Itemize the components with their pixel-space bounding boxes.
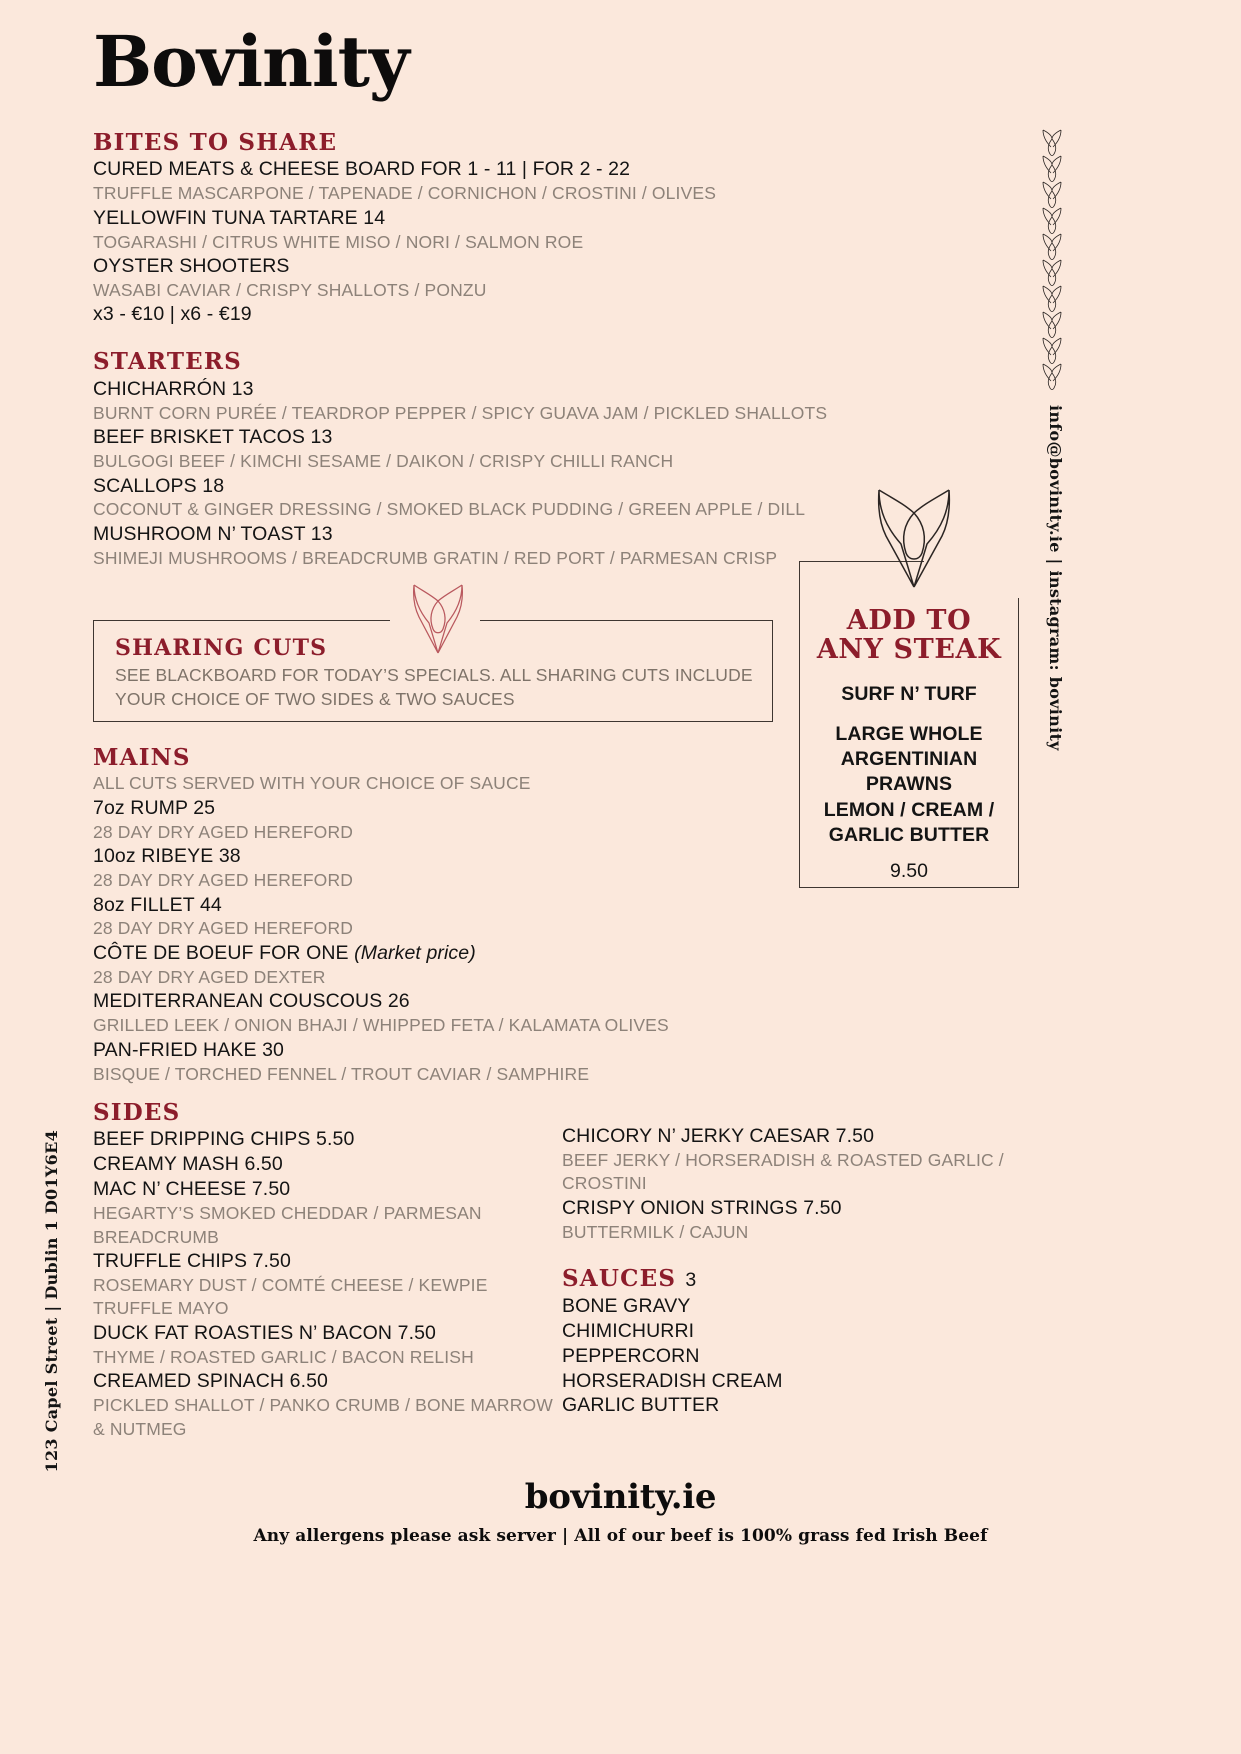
menu-item-desc: BISQUE / TORCHED FENNEL / TROUT CAVIAR / SAMPHIRE (93, 1063, 590, 1084)
menu-item-desc: THYME / ROASTED GARLIC / BACON RELISH (93, 1346, 474, 1367)
section-heading-mains: MAINS (93, 744, 191, 771)
mains-intro: ALL CUTS SERVED WITH YOUR CHOICE OF SAUCE (93, 773, 531, 794)
menu-item-desc: BUTTERMILK / CAJUN (562, 1221, 749, 1242)
page-footer (0, 1477, 1241, 1546)
menu-item-name: PAN-FRIED HAKE 30 (93, 1038, 284, 1061)
menu-item-name: DUCK FAT ROASTIES N’ BACON 7.50 (93, 1321, 436, 1344)
menu-item-desc: TOGARASHI / CITRUS WHITE MISO / NORI / SALMON ROE (93, 231, 584, 252)
add-to-steak-heading-line2: ANY STEAK (816, 634, 1002, 666)
menu-item-name: 10oz RIBEYE 38 (93, 845, 241, 868)
section-heading-bites: BITES TO SHARE (93, 129, 338, 156)
menu-item-name: CÔTE DE BOEUF FOR ONE (93, 941, 355, 964)
menu-item-name: CREAMED SPINACH 6.50 (93, 1370, 328, 1393)
bull-horn-icon (405, 583, 471, 661)
bull-horn-icon-large (866, 487, 962, 599)
add-to-steak-price: 9.50 (890, 860, 928, 883)
menu-item-name: MAC N’ CHEESE 7.50 (93, 1178, 291, 1201)
border-notch-right (1012, 558, 1020, 598)
contact-vertical-text: info@bovinity.ie | instagram: bovinity (1046, 405, 1065, 751)
menu-item-desc: SHIMEJI MUSHROOMS / BREADCRUMB GRATIN / RED PORT / PARMESAN CRISP (93, 547, 778, 568)
menu-item-desc: BURNT CORN PURÉE / TEARDROP PEPPER / SPICY GUAVA JAM / PICKLED SHALLOTS (93, 402, 828, 423)
sauce-item: BONE GRAVY (562, 1294, 691, 1317)
brand-logo: Bovinity (93, 20, 409, 103)
menu-item-name: CHICHARRÓN 13 (93, 377, 254, 400)
menu-item-market-price: (Market price) (354, 941, 476, 964)
menu-item-desc: TRUFFLE MASCARPONE / TAPENADE / CORNICHON / CROSTINI / OLIVES (93, 183, 717, 204)
add-to-any-steak-box (799, 561, 1019, 888)
section-heading-starters: STARTERS (93, 348, 242, 376)
add-to-steak-detail-3: PRAWNS (865, 773, 953, 796)
menu-item-name: SCALLOPS 18 (93, 474, 225, 497)
menu-item-desc: 28 DAY DRY AGED DEXTER (93, 966, 326, 987)
sides-right-column (562, 1124, 1032, 1418)
menu-item-desc: ROSEMARY DUST / COMTÉ CHEESE / KEWPIE TRUFFLE MAYO (93, 1274, 488, 1319)
menu-item-name: 7oz RUMP 25 (93, 796, 216, 819)
sides-left-column (93, 1100, 563, 1441)
add-to-steak-detail-1: LARGE WHOLE (835, 722, 983, 745)
section-heading-sides: SIDES (93, 1099, 181, 1126)
menu-item-desc: 28 DAY DRY AGED HEREFORD (93, 870, 354, 891)
section-heading-sauces (562, 1266, 1032, 1291)
menu-mains-column (93, 745, 793, 1086)
menu-item-desc: BULGOGI BEEF / KIMCHI SESAME / DAIKON / CRISPY CHILLI RANCH (93, 451, 674, 472)
sauce-item: PEPPERCORN (562, 1344, 700, 1367)
menu-item-desc: HEGARTY’S SMOKED CHEDDAR / PARMESAN BREADCRUMB (93, 1203, 482, 1247)
menu-item-name: MEDITERRANEAN COUSCOUS 26 (93, 990, 410, 1013)
menu-item-desc: 28 DAY DRY AGED HEREFORD (93, 918, 354, 939)
section-heading-sharing-cuts: SHARING CUTS (115, 635, 328, 661)
menu-item-name: 8oz FILLET 44 (93, 893, 222, 916)
allergen-notice: Any allergens please ask server | All of our beef is 100% grass fed Irish Beef (253, 1526, 988, 1546)
sharing-cuts-desc-line1: SEE BLACKBOARD FOR TODAY’S SPECIALS. ALL SHARING CUTS INCLUDE (115, 665, 753, 686)
menu-item-name: MUSHROOM N’ TOAST 13 (93, 522, 333, 545)
sauce-item: CHIMICHURRI (562, 1319, 695, 1342)
add-to-steak-detail-4: LEMON / CREAM / (823, 798, 995, 821)
menu-item-desc: PICKLED SHALLOT / PANKO CRUMB / BONE MARROW & NUTMEG (93, 1395, 553, 1439)
menu-item-name: TRUFFLE CHIPS 7.50 (93, 1250, 291, 1273)
menu-item-row-cote-de-boeuf (93, 941, 793, 966)
menu-item-name: YELLOWFIN TUNA TARTARE 14 (93, 206, 386, 229)
sauce-item: GARLIC BUTTER (562, 1394, 720, 1417)
menu-item-name: CHICORY N’ JERKY CAESAR 7.50 (562, 1125, 875, 1147)
menu-item-price-options: x3 - €10 | x6 - €19 (93, 303, 252, 326)
add-to-steak-detail-2: ARGENTINIAN (840, 748, 978, 770)
horn-pattern-decoration (1040, 128, 1066, 393)
menu-item-name: CRISPY ONION STRINGS 7.50 (562, 1196, 842, 1219)
menu-item-desc: GRILLED LEEK / ONION BHAJI / WHIPPED FETA / KALAMATA OLIVES (93, 1015, 669, 1036)
menu-item-desc: 28 DAY DRY AGED HEREFORD (93, 821, 354, 842)
menu-item-name: BEEF BRISKET TACOS 13 (93, 426, 333, 449)
menu-item-name: CURED MEATS & CHEESE BOARD FOR 1 - 11 | FOR 2 - 22 (93, 158, 631, 181)
menu-main-column (93, 129, 828, 570)
address-vertical-text: 123 Capel Street | Dublin 1 D01Y6E4 (42, 1130, 61, 1473)
menu-item-desc: WASABI CAVIAR / CRISPY SHALLOTS / PONZU (93, 280, 487, 301)
menu-item-desc: COCONUT & GINGER DRESSING / SMOKED BLACK PUDDING / GREEN APPLE / DILL (93, 499, 806, 520)
add-to-steak-option: SURF N’ TURF (841, 683, 977, 706)
menu-item-name: OYSTER SHOOTERS (93, 255, 290, 278)
website-link[interactable]: bovinity.ie (524, 1477, 717, 1517)
sharing-cuts-desc-line2: YOUR CHOICE OF TWO SIDES & TWO SAUCES (115, 688, 515, 709)
add-to-steak-detail-5: GARLIC BUTTER (828, 824, 990, 847)
sauces-heading-text: SAUCES (562, 1265, 677, 1293)
menu-item-desc: BEEF JERKY / HORSERADISH & ROASTED GARLIC / CROSTINI (562, 1149, 1004, 1194)
add-to-steak-heading-line1: ADD TO (846, 605, 972, 636)
menu-item-name: CREAMY MASH 6.50 (93, 1153, 283, 1176)
add-to-steak-heading (800, 606, 1018, 664)
sauce-item: HORSERADISH CREAM (562, 1369, 783, 1392)
menu-item-name: BEEF DRIPPING CHIPS 5.50 (93, 1128, 355, 1151)
sauces-price: 3 (685, 1269, 698, 1292)
